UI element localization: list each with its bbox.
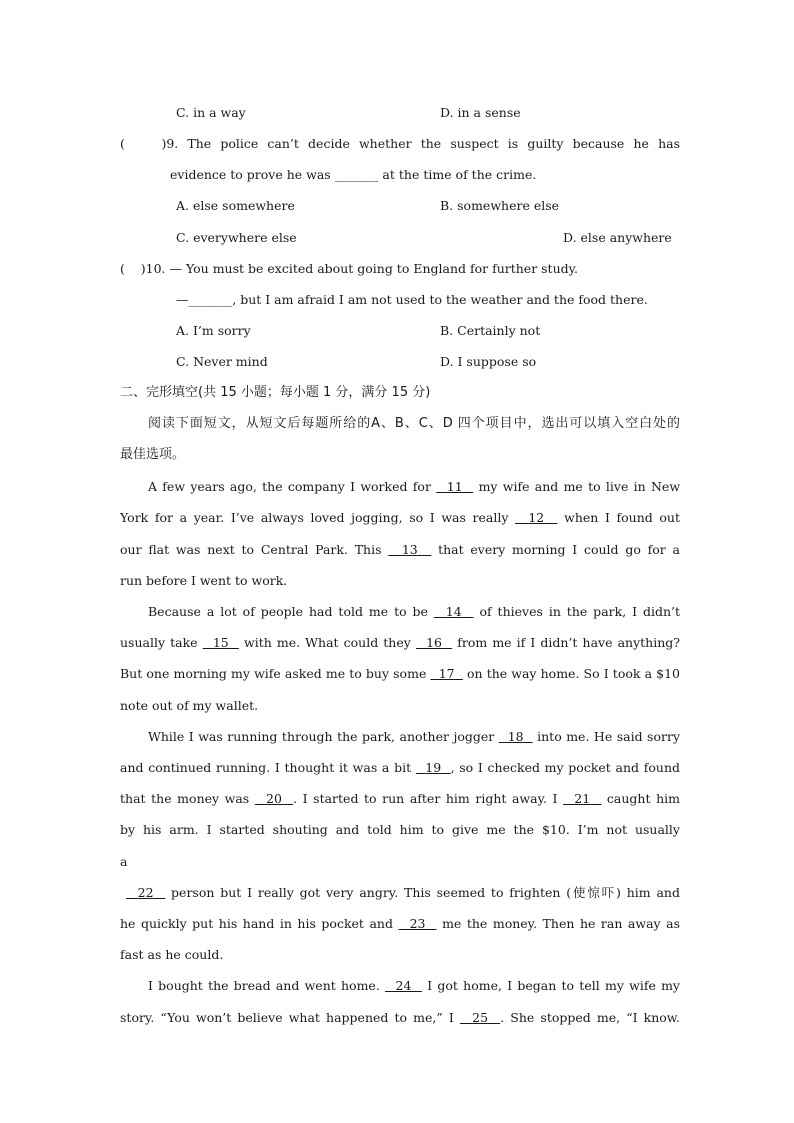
passage-line: story. “You won’t believe what happened to me,” I 25 . She stopped me, “I know.: [120, 1010, 680, 1025]
section-instruction-cont: 最佳选项。: [120, 447, 186, 462]
passage-line: our flat was next to Central Park. This 13 that every morning I could go for a: [120, 542, 680, 557]
q10-stem-cont: —_______, but I am afraid I am not used to the weather and the food there.: [176, 292, 648, 307]
blank-18: 18: [507, 729, 524, 744]
passage-line: While I was running through the park, another jogger 18 into me. He said sorry: [148, 729, 681, 744]
passage-line: by his arm. I started shouting and told him to give me the $10. I’m not usually: [120, 822, 680, 837]
blank-16: 16: [426, 635, 442, 650]
q10-option-a: A. I’m sorry: [176, 323, 251, 338]
passage-line: usually take 15 with me. What could they 16 from me if I didn’t have anything?: [120, 635, 680, 650]
q10-option-c: C. Never mind: [176, 354, 268, 369]
blank-15: 15: [212, 635, 229, 650]
q8-option-d: D. in a sense: [440, 105, 521, 120]
blank-19: 19: [425, 760, 442, 775]
q9-option-a: A. else somewhere: [176, 198, 295, 213]
blank-14: 14: [445, 604, 462, 619]
q10-option-b: B. Certainly not: [440, 323, 541, 338]
passage-line: and continued running. I thought it was a bit 19 , so I checked my pocket and found: [120, 760, 680, 775]
blank-25: 25: [472, 1010, 489, 1025]
q8-option-c: C. in a way: [176, 105, 246, 120]
passage-line: I bought the bread and went home. 24 I got home, I began to tell my wife my: [148, 978, 680, 993]
blank-22: 22: [137, 885, 154, 900]
passage-line: note out of my wallet.: [120, 698, 259, 713]
passage-line: fast as he could.: [120, 947, 224, 962]
passage-line: 22 person but I really got very angry. This seemed to frighten (使惊吓) him and: [126, 885, 680, 901]
q9-stem-cont: evidence to prove he was _______ at the time of the crime.: [170, 167, 537, 182]
passage-line: A few years ago, the company I worked for 11 my wife and me to live in New: [148, 479, 681, 494]
q10-option-d: D. I suppose so: [440, 354, 537, 369]
blank-20: 20: [266, 791, 282, 806]
blank-11: 11: [446, 479, 463, 494]
passage-line: run before I went to work.: [120, 573, 288, 588]
q9-option-b: B. somewhere else: [440, 198, 560, 213]
blank-17: 17: [438, 666, 455, 681]
passage-line: But one morning my wife asked me to buy some 17 on the way home. So I took a $10: [120, 666, 680, 681]
blank-24: 24: [395, 978, 412, 993]
passage-line: he quickly put his hand in his pocket and 23 me the money. Then he ran away as: [120, 916, 680, 931]
section-heading: 二、完形填空(共 15 小题；每小题 1 分，满分 15 分): [120, 385, 431, 400]
blank-12: 12: [528, 510, 545, 525]
q9-option-c: C. everywhere else: [176, 230, 297, 245]
blank-13: 13: [401, 542, 418, 557]
q10-stem: ( )10. — You must be excited about going to England for further study.: [120, 261, 579, 276]
q9-stem: ( )9. The police can’t decide whether the suspect is guilty because he has: [120, 136, 680, 151]
passage-line: a: [120, 854, 128, 869]
passage-line: Because a lot of people had told me to be 14 of thieves in the park, I didn’t: [148, 604, 681, 619]
blank-23: 23: [409, 916, 426, 931]
passage-line: that the money was 20 . I started to run after him right away. I 21 caught him: [120, 791, 680, 806]
blank-21: 21: [574, 791, 591, 806]
q9-option-d: D. else anywhere: [563, 230, 672, 245]
passage-line: York for a year. I’ve always loved jogging, so I was really 12 when I found out: [120, 510, 680, 525]
section-instruction: 阅读下面短文，从短文后每题所给的A、B、C、D 四个项目中，选出可以填入空白处的: [148, 416, 680, 431]
